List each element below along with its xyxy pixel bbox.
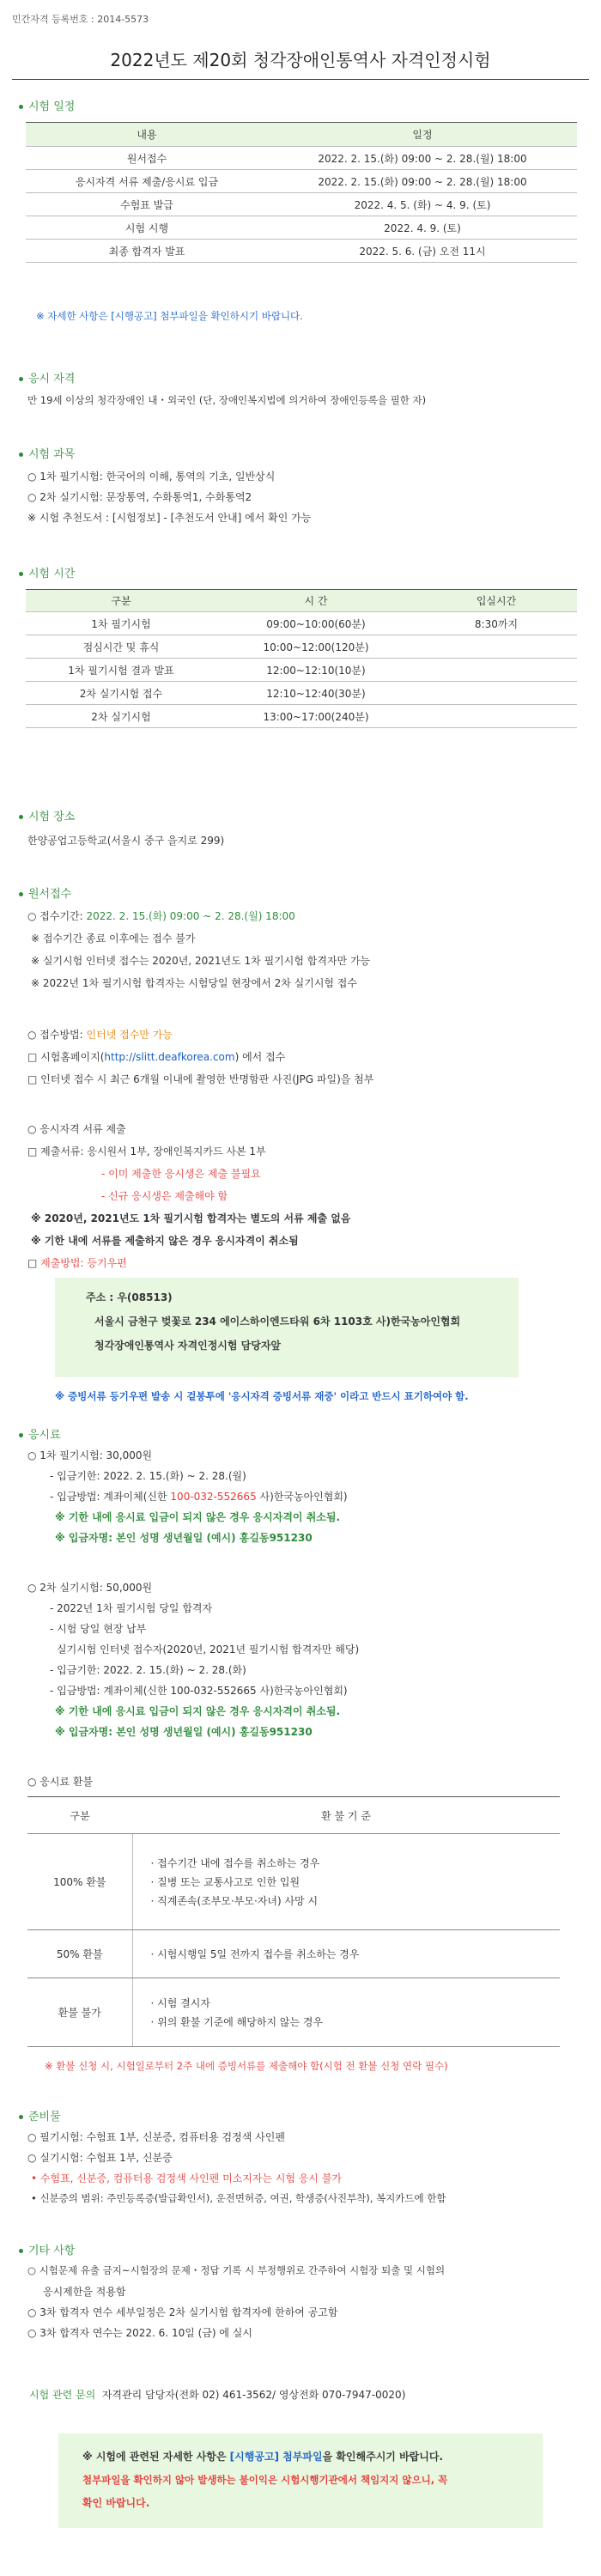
table-row: 2차 실기시험 접수 12:10~12:40(30분) (26, 682, 577, 705)
prep-line: ○ 필기시험: 수험표 1부, 신분증, 컴퓨터용 검정색 사인펜 (27, 2131, 285, 2143)
prep-line: • 신분증의 범위: 주민등록증(발급확인서), 운전면허증, 여권, 학생증(사진부착), 복지카드에 한함 (31, 2192, 446, 2204)
bullet-icon (19, 453, 23, 457)
bullet-icon (19, 105, 23, 109)
section-schedule: 시험 일정 (19, 97, 75, 113)
docs-item: □ 제출서류: 응시원서 1부, 장애인복지카드 사본 1부 (27, 1145, 266, 1157)
fee-line: - 입금기한: 2022. 2. 15.(화) ~ 2. 28.(화) (50, 1664, 246, 1676)
subject-line: ○ 2차 실기시험: 문장통역, 수화통역1, 수화통역2 (27, 491, 252, 503)
fee-title: ○ 2차 실기시험: 50,000원 (27, 1582, 153, 1594)
docs-note-red: - 이미 제출한 응시생은 제출 불필요 (101, 1168, 261, 1180)
fee-note: ※ 입금자명: 본인 성명 생년월일 (예시) 홍길동951230 (55, 1532, 313, 1544)
address-line: 서울시 금천구 벚꽃로 234 에이스하이엔드타워 6차 1103호 사)한국농아인협회 (94, 1315, 461, 1327)
apply-note: ※ 실기시험 인터넷 접수는 2020년, 2021년도 1차 필기시험 합격자만 가능 (31, 955, 371, 967)
etc-line: ○ 3차 합격자 연수 세부일정은 2차 실기시험 합격자에 한하여 공고함 (27, 2306, 338, 2318)
table-header: 내용 (26, 123, 268, 147)
section-place: 시험 장소 (19, 807, 75, 823)
refund-title: ○ 응시료 환불 (27, 1776, 94, 1788)
fee-line: 실기시험 인터넷 접수자(2020년, 2021년 필기시험 합격자만 해당) (57, 1643, 360, 1656)
docs-note-bold: ※ 기한 내에 서류를 제출하지 않은 경우 응시자격이 취소됨 (31, 1235, 299, 1247)
bullet-icon (19, 2115, 23, 2119)
fee-line: - 입금기한: 2022. 2. 15.(화) ~ 2. 28.(월) (50, 1470, 246, 1482)
final-line: 첨부파일을 확인하지 않아 발생하는 불이익은 시험시행기관에서 책임지지 않으니, 꼭 (82, 2474, 448, 2486)
docs-title: ○ 응시자격 서류 제출 (27, 1123, 126, 1135)
fee-note: ※ 기한 내에 응시료 입금이 되지 않은 경우 응시자격이 취소됨. (55, 1511, 341, 1523)
bullet-icon (19, 572, 23, 576)
fee-line: - 2022년 1차 필기시험 당일 합격자 (50, 1602, 213, 1614)
bullet-icon (19, 2249, 23, 2253)
page-title: 2022년도 제20회 청각장애인통역사 자격인정시험 (110, 50, 491, 70)
table-row: 최종 합격자 발표 2022. 5. 6. (금) 오전 11시 (26, 240, 577, 263)
bullet-icon (19, 1433, 23, 1437)
final-line: ※ 시험에 관련된 자세한 사항은 [시행공고] 첨부파일을 확인해주시기 바랍니다. (82, 2451, 443, 2463)
table-row: 2차 실기시험 13:00~17:00(240분) (26, 705, 577, 728)
fee-note: ※ 입금자명: 본인 성명 생년월일 (예시) 홍길동951230 (55, 1726, 313, 1738)
table-row: 1차 필기시험 결과 발표 12:00~12:10(10분) (26, 659, 577, 682)
table-row: 수험표 발급 2022. 4. 5. (화) ~ 4. 9. (토) (26, 193, 577, 216)
apply-period: ○ 접수기간: 2022. 2. 15.(화) 09:00 ~ 2. 28.(월) 18:00 (27, 910, 295, 922)
section-fee: 응시료 (19, 1425, 61, 1442)
post-note: ※ 증빙서류 등기우편 발송 시 겉봉투에 '응시자격 증빙서류 재중' 이라고 반드시 표기하여야 함. (55, 1390, 469, 1402)
table-row: 1차 필기시험 09:00~10:00(60분) 8:30까지 (26, 612, 577, 635)
post-method: □ 제출방법: 등기우편 (27, 1257, 127, 1269)
apply-method: ○ 접수방법: 인터넷 접수만 가능 (27, 1029, 173, 1041)
fee-line: - 시험 당일 현장 납부 (50, 1623, 147, 1635)
section-times: 시험 시간 (19, 564, 75, 580)
section-prep: 준비물 (19, 2107, 61, 2123)
section-eligibility: 응시 자격 (19, 369, 75, 386)
table-row: 점심시간 및 휴식 10:00~12:00(120분) (26, 635, 577, 659)
registration-number: 민간자격 등록번호 : 2014-5573 (12, 14, 149, 25)
table-row: 100% 환불 · 접수기간 내에 접수를 취소하는 경우 · 질병 또는 교통사고로 인한 입원 · 직계존속(조부모·부모·자녀) 사망 시 (27, 1834, 560, 1930)
etc-line: ○ 시험문제 유출 금지~시험장의 문제・정답 기록 시 부정행위로 간주하여 시험장 퇴출 및 시험의 (27, 2264, 446, 2276)
section-subjects: 시험 과목 (19, 445, 75, 461)
bullet-icon (19, 815, 23, 819)
table-row: 시험 시행 2022. 4. 9. (토) (26, 216, 577, 240)
fee-line: - 입금방법: 계좌이체(신한 100-032-552665 사)한국농아인협회) (50, 1685, 348, 1697)
fee-title: ○ 1차 필기시험: 30,000원 (27, 1449, 153, 1461)
eligibility-text: 만 19세 이상의 청각장애인 내・외국인 (단, 장애인복지법에 의거하여 장애인등록을 필한 자) (27, 394, 427, 406)
etc-line: 응시제한을 적용함 (43, 2286, 126, 2298)
address-line: 주소 : 우(08513) (86, 1291, 173, 1303)
bullet-icon (19, 892, 23, 896)
apply-photo: □ 인터넷 접수 시 최근 6개월 이내에 촬영한 반명함판 사진(JPG 파일)을 첨부 (27, 1073, 374, 1085)
title-divider (12, 79, 589, 80)
prep-line: ○ 실기시험: 수험표 1부, 신분증 (27, 2152, 173, 2164)
contact-line: 시험 관련 문의 자격관리 담당자(전화 02) 461-3562/ 영상전화 070-7947-0020) (29, 2389, 406, 2401)
times-table: 구분 시 간 입실시간 1차 필기시험 09:00~10:00(60분) 8:30까지 점심시간 및 휴식 10:00~12:00(120분) 1차 필기시험 결과 발표 12:00~12:10(10분) 2차 실기시험 접수 12:10~12:40(30분) 2차 실기시험 13:00~17:00(240분) (26, 589, 577, 728)
final-line: 확인 바랍니다. (82, 2497, 150, 2509)
table-row: 원서접수 2022. 2. 15.(화) 09:00 ~ 2. 28.(월) 18:00 (26, 147, 577, 170)
table-header: 일정 (268, 123, 577, 147)
fee-note: ※ 기한 내에 응시료 입금이 되지 않은 경우 응시자격이 취소됨. (55, 1705, 341, 1717)
subject-line: ○ 1차 필기시험: 한국어의 이해, 통역의 기초, 일반상식 (27, 471, 276, 483)
docs-note-red: - 신규 응시생은 제출해야 함 (101, 1190, 228, 1202)
table-row: 50% 환불 · 시험시행일 5일 전까지 접수를 취소하는 경우 (27, 1930, 560, 1978)
schedule-table (26, 122, 577, 263)
table-row: 응시자격 서류 제출/응시료 입금 2022. 2. 15.(화) 09:00 ~ 2. 28.(월) 18:00 (26, 170, 577, 193)
website-link[interactable]: http://slitt.deafkorea.com (104, 1051, 235, 1063)
apply-website: □ 시험홈페이지(http://slitt.deafkorea.com) 에서 접수 (27, 1051, 286, 1063)
subject-line: ※ 시험 추천도서 : [시험정보] - [추천도서 안내] 에서 확인 가능 (27, 512, 312, 524)
apply-note: ※ 접수기간 종료 이후에는 접수 불가 (31, 933, 196, 945)
refund-table: 구분 환 불 기 준 100% 환불 · 접수기간 내에 접수를 취소하는 경우 · 질병 또는 교통사고로 인한 입원 · 직계존속(조부모·부모·자녀) 사망 시 50% 환불 · 시험시행일 5일 전까지 접수를 취소하는 경우 환불 불가 · 시험 결시자 · 위의 환불 기준에 해당하지 않는 경우 (27, 1796, 560, 2047)
prep-line: • 수험표, 신분증, 컴퓨터용 검정색 사인펜 미소지자는 시험 응시 불가 (31, 2172, 343, 2184)
table-row: 환불 불가 · 시험 결시자 · 위의 환불 기준에 해당하지 않는 경우 (27, 1978, 560, 2047)
refund-note: ※ 환불 신청 시, 시험일로부터 2주 내에 증빙서류를 제출해야 함(시험 전 환불 신청 연락 필수) (45, 2060, 448, 2072)
etc-line: ○ 3차 합격자 연수는 2022. 6. 10일 (금) 에 실시 (27, 2327, 252, 2339)
place-text: 한양공업고등학교(서울시 중구 을지로 299) (27, 835, 225, 847)
address-line: 청각장애인통역사 자격인정시험 담당자앞 (94, 1340, 282, 1352)
bullet-icon (19, 377, 23, 381)
section-etc: 기타 사항 (19, 2241, 75, 2257)
fee-line: - 입금방법: 계좌이체(신한 100-032-552665 사)한국농아인협회) (50, 1491, 348, 1503)
schedule-note: ※ 자세한 사항은 [시행공고] 첨부파일을 확인하시기 바랍니다. (36, 310, 303, 322)
docs-note-bold: ※ 2020년, 2021년도 1차 필기시험 합격자는 별도의 서류 제출 없음 (31, 1212, 351, 1224)
apply-note: ※ 2022년 1차 필기시험 합격자는 시험당일 현장에서 2차 실기시험 접수 (31, 977, 357, 989)
section-apply: 원서접수 (19, 884, 71, 901)
